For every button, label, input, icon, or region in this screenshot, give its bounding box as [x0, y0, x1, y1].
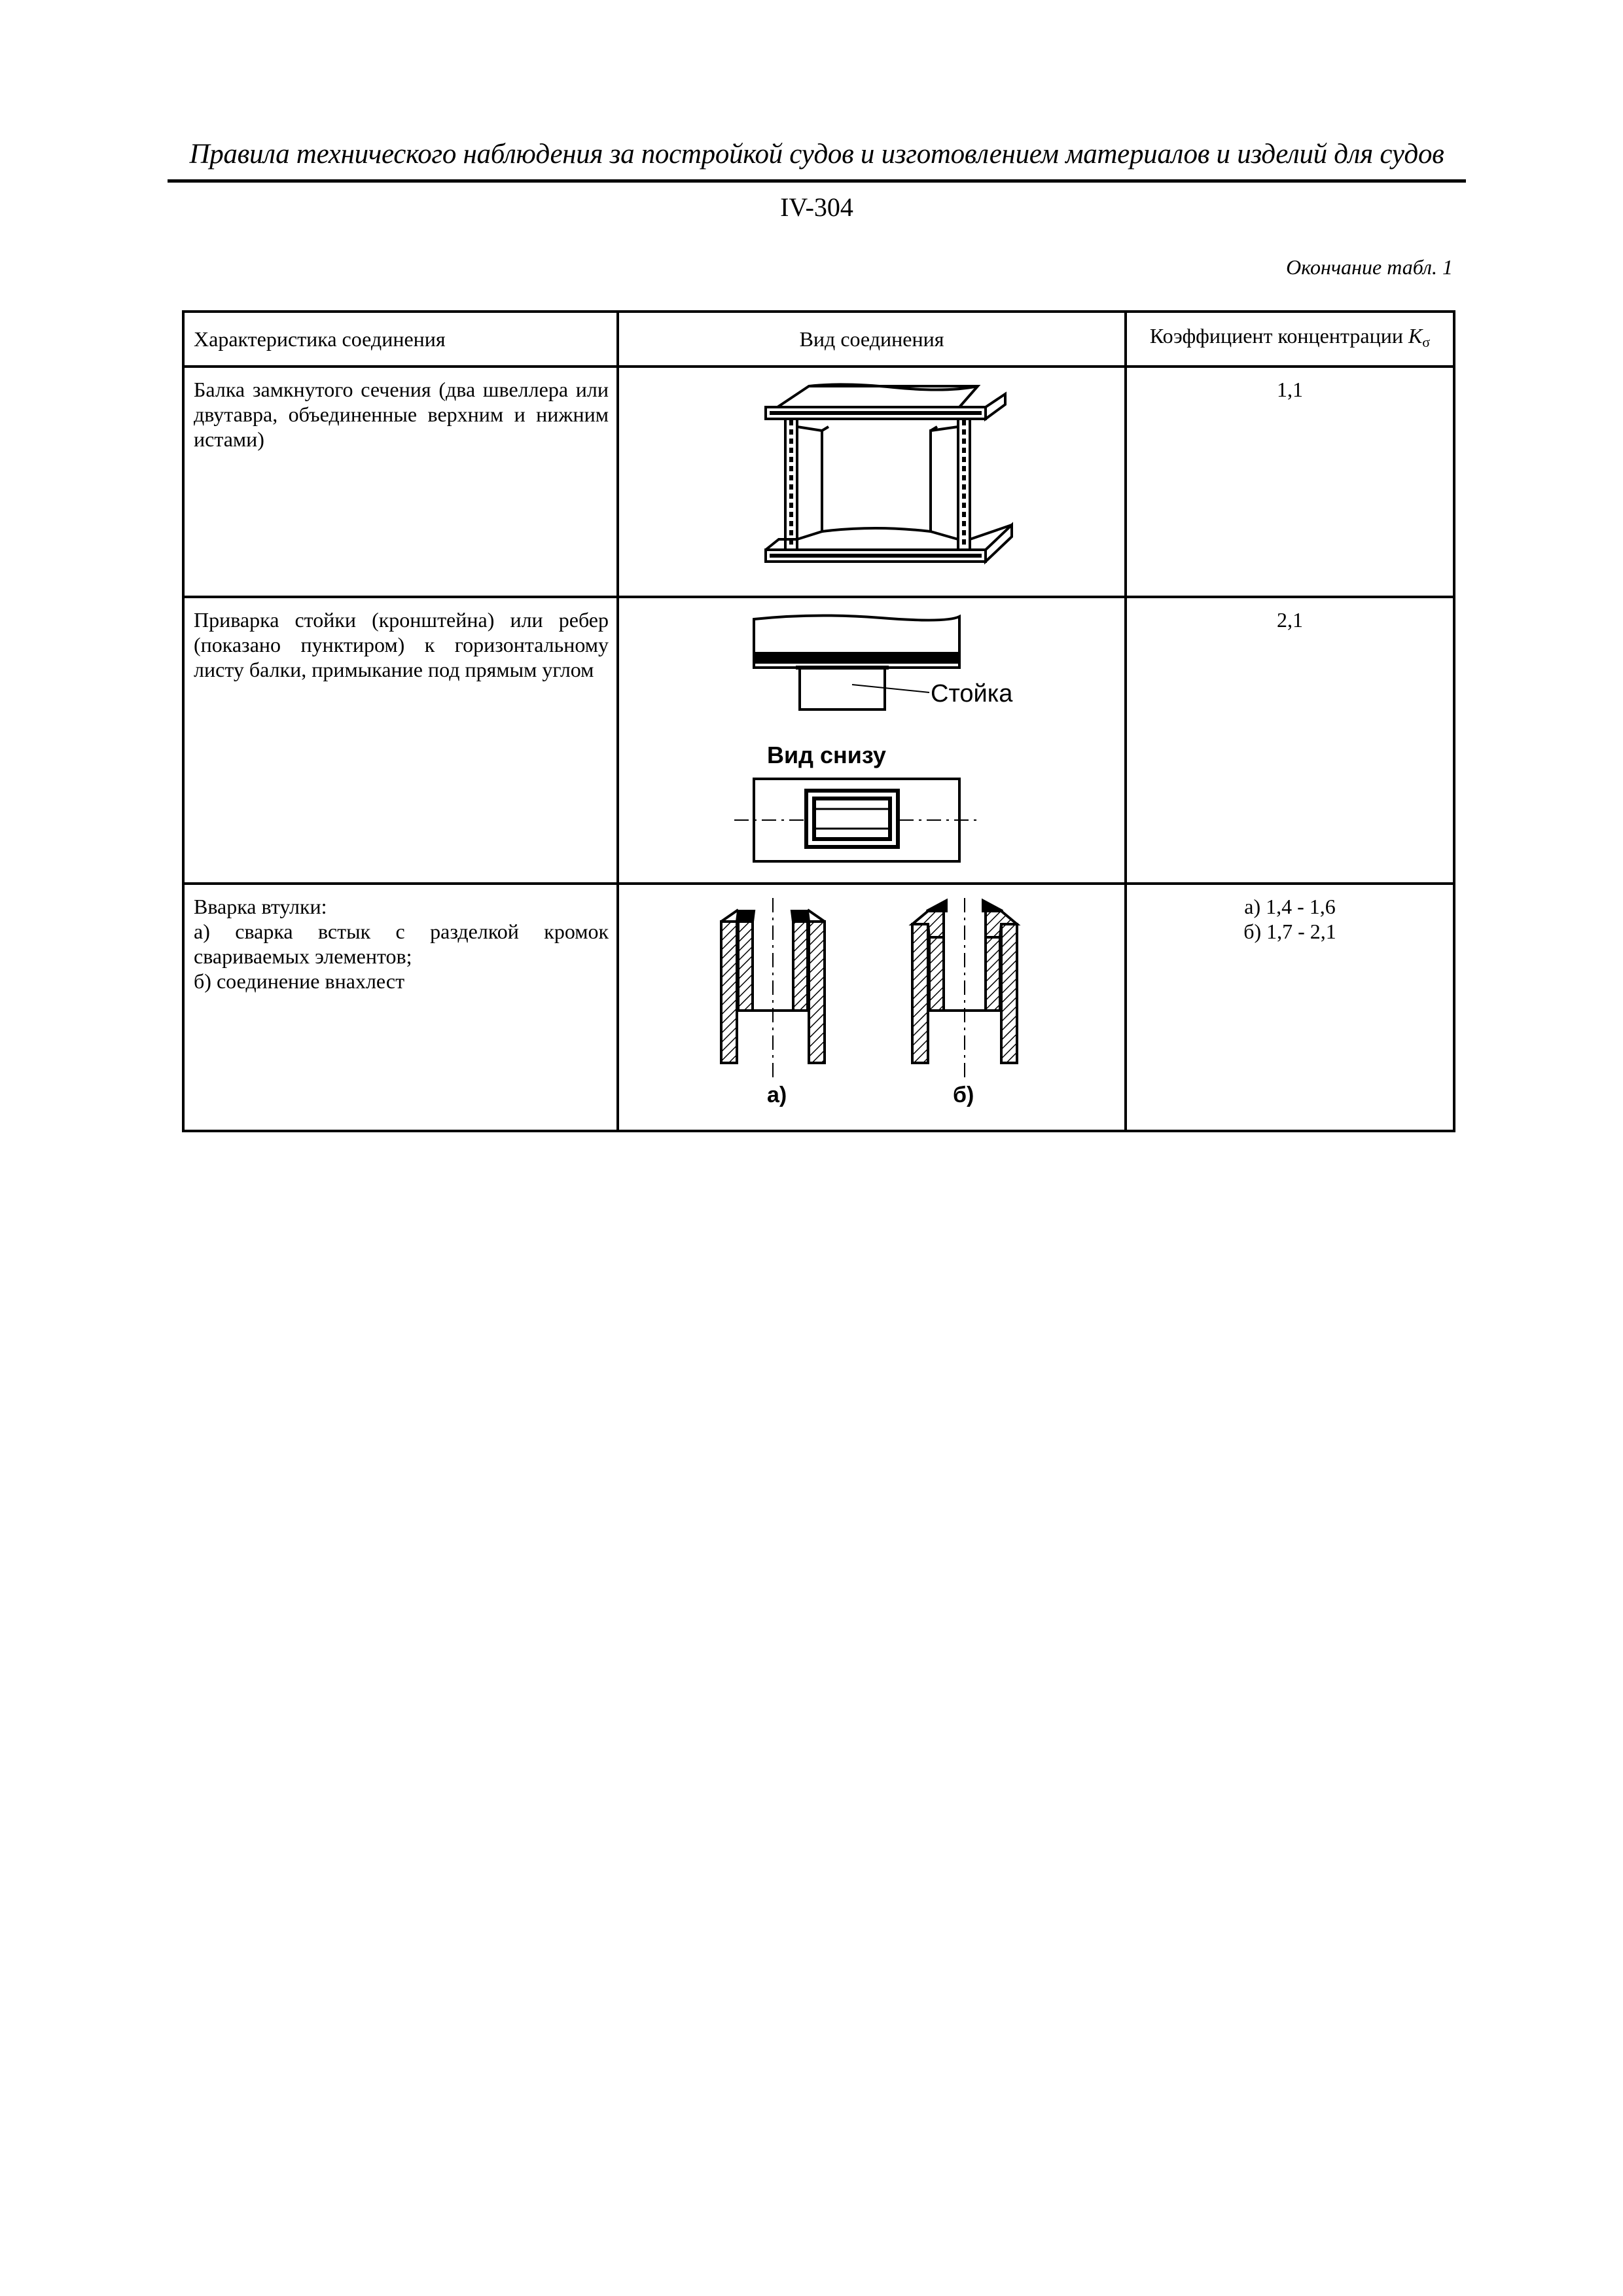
table-row: [183, 884, 1454, 1131]
row2-drawing-cell: [618, 597, 1126, 884]
page-number: IV-304: [780, 192, 853, 222]
row3-line-3: б) соединение внахлест: [194, 969, 405, 993]
running-header: [168, 136, 1466, 222]
table-caption: Окончание табл. 1: [1286, 255, 1453, 279]
row1-coefficient-value: 1,1: [1277, 378, 1303, 401]
table-row: [183, 367, 1454, 597]
running-title: Правила технического наблюдения за постройкой судов и изготовлением материалов и изделий для судов: [189, 139, 1444, 170]
table-row: [183, 597, 1454, 884]
row1-coefficient: [1126, 367, 1454, 597]
header-view: Вид соединения: [618, 312, 1126, 367]
row1-characteristic: [183, 367, 618, 597]
joints-table: [182, 310, 1455, 1132]
row1-drawing-cell: [618, 367, 1126, 597]
post-weld-drawing: [619, 598, 1127, 873]
variant-a-label: а): [767, 1083, 787, 1107]
bushing-drawing: [619, 885, 1127, 1121]
row3-coefficient: [1126, 884, 1454, 1131]
header-coefficient-text: Коэффициент концентрации: [1149, 324, 1403, 348]
row3-coefficient-b: б) 1,7 - 2,1: [1243, 920, 1336, 943]
header-coefficient: [1126, 312, 1454, 367]
closed-beam-drawing: [619, 368, 1127, 586]
row3-line-1: Вварка втулки:: [194, 895, 327, 918]
row3-drawing-cell: [618, 884, 1126, 1131]
post-label: Стойка: [931, 680, 1013, 708]
row2-characteristic-text: Приварка стойки (кронштейна) или ребер (показано пунктиром) к горизонтальному листу балки, примыкание под прямым углом: [194, 608, 609, 681]
table-header-row: [183, 312, 1454, 367]
row3-coefficient-a: а) 1,4 - 1,6: [1244, 895, 1336, 918]
row3-line-2: а) сварка встык с разделкой кромок свариваемых элементов;: [194, 920, 609, 968]
row1-characteristic-text: Балка замкнутого сечения (два швеллера или двутавра, объединенные верхним и нижним истами): [194, 378, 609, 451]
k-symbol: K: [1408, 324, 1423, 348]
bottom-view-label: Вид снизу: [767, 742, 886, 768]
header-characteristic: Характеристика соединения: [183, 312, 618, 367]
k-subscript: σ: [1422, 334, 1431, 350]
header-rule: [168, 179, 1466, 183]
row2-coefficient: [1126, 597, 1454, 884]
row2-coefficient-value: 2,1: [1277, 608, 1303, 632]
row3-characteristic: [183, 884, 618, 1131]
row2-characteristic: [183, 597, 618, 884]
variant-b-label: б): [953, 1083, 974, 1107]
